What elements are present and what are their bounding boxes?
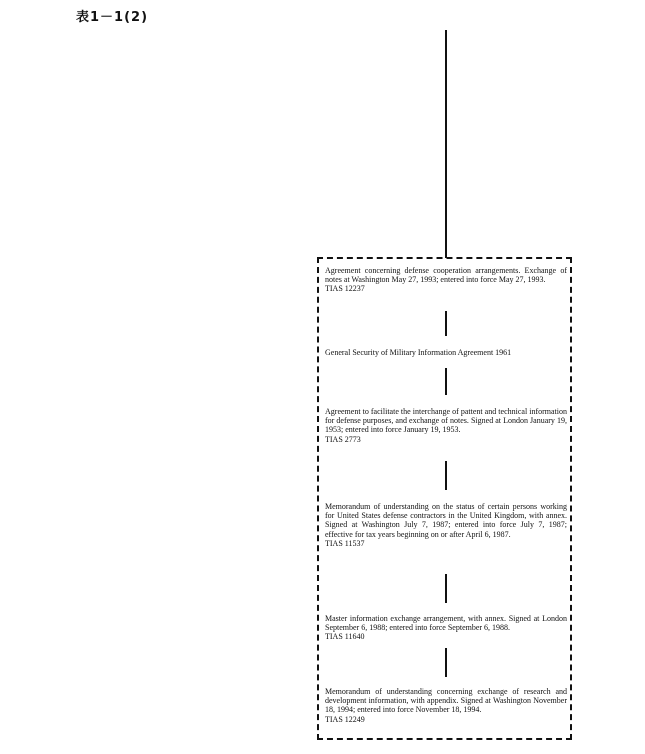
tias-number: TIAS 12237 — [325, 284, 365, 294]
table-caption: 表1－1(2) — [76, 10, 149, 25]
agreement-description: Memorandum of understanding concerning exchange of research and development information, with appendix. Signed at Washington November 18, 1994; entered into force November 18, 1994. — [325, 687, 567, 715]
agreement-entry — [325, 348, 567, 357]
agreement-entry — [325, 266, 567, 294]
main-connector-line — [445, 30, 447, 258]
tias-number: TIAS 12249 — [325, 714, 365, 724]
connector-line — [445, 461, 447, 490]
agreement-entry — [325, 687, 567, 724]
tias-number: TIAS 2773 — [325, 434, 361, 444]
connector-line — [445, 311, 447, 336]
tias-number: TIAS 11640 — [325, 632, 365, 642]
agreement-description: Master information exchange arrangement, with annex. Signed at London September 6, 1988; entered into force September 6, 1988. — [325, 614, 567, 633]
agreement-description: General Security of Military Information Agreement 1961 — [325, 348, 512, 357]
agreement-entry — [325, 502, 567, 548]
agreement-entry — [325, 614, 567, 642]
connector-line — [445, 648, 447, 677]
agreement-description: Memorandum of understanding on the status of certain persons working for United States defense contractors in the United Kingdom, with annex. Signed at Washington July 7, 1987; entered into force July 7, 1987; effective for tax years beginning on or after April 6, 1987. — [325, 502, 567, 539]
agreement-description: Agreement concerning defense cooperation arrangements. Exchange of notes at Washington May 27, 1993; entered into force May 27, 1993. — [325, 266, 567, 285]
tias-number: TIAS 11537 — [325, 538, 365, 548]
connector-line — [445, 574, 447, 603]
agreement-entry — [325, 407, 567, 444]
connector-line — [445, 368, 447, 395]
agreement-description: Agreement to facilitate the interchange of pattent and technical information for defense purposes, and exchange of notes. Signed at London January 19, 1953; entered into force January 19, 1953. — [325, 407, 567, 435]
